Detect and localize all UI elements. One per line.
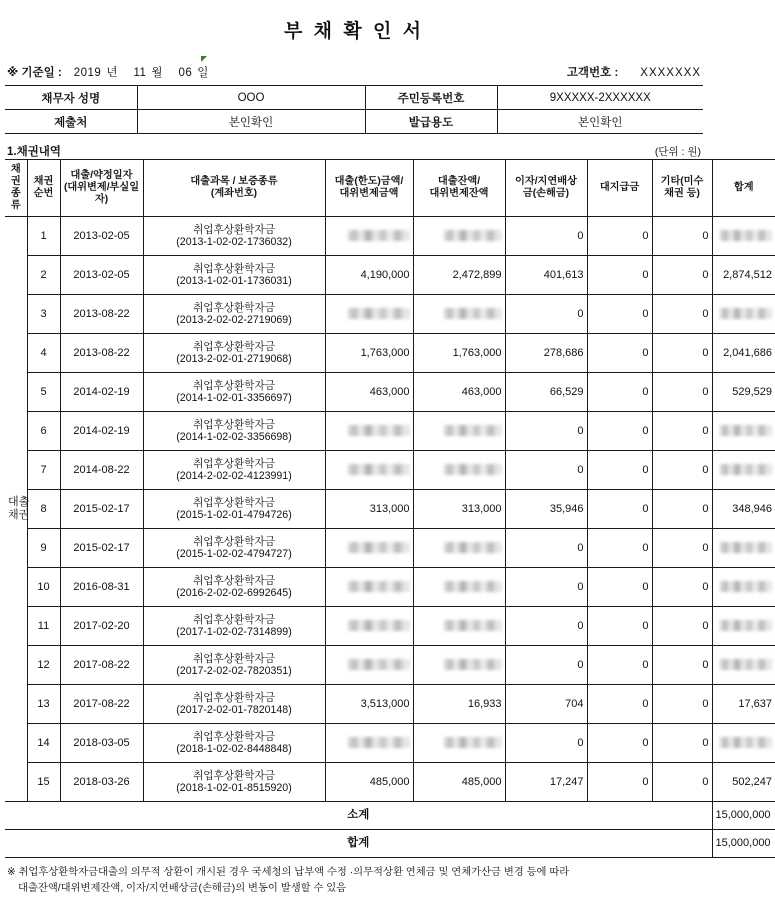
col-header-total: 합계 bbox=[712, 160, 775, 217]
cell-total bbox=[712, 451, 775, 490]
cell-balance: 2,472,899 bbox=[413, 256, 505, 295]
cell-etc: 0 bbox=[652, 373, 712, 412]
cell-etc: 0 bbox=[652, 763, 712, 802]
resident-number-value: 9XXXXX-2XXXXXX bbox=[497, 86, 703, 110]
cell-account bbox=[143, 568, 325, 607]
account-product-name: 취업후상환학자금 bbox=[193, 769, 275, 782]
cell-total bbox=[712, 412, 775, 451]
footnote-line-2: 대출잔액/대위변제잔액, 이자/지연배상금(손해금)의 변동이 발생할 수 있음 bbox=[18, 882, 347, 894]
grandtotal-row bbox=[5, 830, 775, 858]
table-row bbox=[5, 568, 775, 607]
cell-subrogation: 0 bbox=[587, 763, 652, 802]
cell-limit bbox=[325, 568, 413, 607]
account-product-name: 취업후상환학자금 bbox=[193, 379, 275, 392]
account-product-name: 취업후상환학자금 bbox=[193, 613, 275, 626]
cell-account bbox=[143, 412, 325, 451]
cell-claim-seq: 6 bbox=[27, 412, 60, 451]
cell-etc: 0 bbox=[652, 646, 712, 685]
account-number: (2013-1-02-01-1736031) bbox=[176, 275, 292, 287]
cell-loan-date: 2016-08-31 bbox=[60, 568, 143, 607]
account-product-name: 취업후상환학자금 bbox=[193, 652, 275, 665]
cell-limit bbox=[325, 646, 413, 685]
redacted-value bbox=[720, 581, 772, 592]
account-number: (2013-1-02-02-1736032) bbox=[176, 236, 292, 248]
cell-subrogation: 0 bbox=[587, 256, 652, 295]
redacted-value bbox=[348, 620, 410, 631]
cell-claim-seq: 11 bbox=[27, 607, 60, 646]
redacted-value bbox=[444, 308, 502, 319]
table-row bbox=[5, 646, 775, 685]
cell-total: 2,874,512 bbox=[712, 256, 775, 295]
cell-subrogation: 0 bbox=[587, 373, 652, 412]
cell-total bbox=[712, 646, 775, 685]
account-number: (2014-1-02-01-3356697) bbox=[176, 392, 292, 404]
redacted-value bbox=[720, 230, 772, 241]
cell-limit bbox=[325, 412, 413, 451]
table-header-row bbox=[5, 160, 775, 217]
redacted-value bbox=[720, 308, 772, 319]
cell-subrogation: 0 bbox=[587, 295, 652, 334]
cell-loan-date: 2015-02-17 bbox=[60, 529, 143, 568]
cell-account bbox=[143, 256, 325, 295]
cell-limit bbox=[325, 217, 413, 256]
cell-interest: 0 bbox=[505, 724, 587, 763]
account-product-name: 취업후상환학자금 bbox=[193, 340, 275, 353]
cell-account bbox=[143, 334, 325, 373]
cell-total bbox=[712, 724, 775, 763]
cell-total bbox=[712, 217, 775, 256]
cell-limit bbox=[325, 607, 413, 646]
cell-account bbox=[143, 451, 325, 490]
cell-total: 529,529 bbox=[712, 373, 775, 412]
cell-claim-seq: 10 bbox=[27, 568, 60, 607]
cell-balance: 485,000 bbox=[413, 763, 505, 802]
cell-total bbox=[712, 568, 775, 607]
cell-limit: 4,190,000 bbox=[325, 256, 413, 295]
cell-etc: 0 bbox=[652, 529, 712, 568]
cell-interest: 0 bbox=[505, 646, 587, 685]
footnote-line-1: ※ 취업후상환학자금대출의 의무적 상환이 개시된 경우 국세청의 납부액 수정 ·의무적상환 연체금 및 연체가산금 변경 등에 따라 bbox=[7, 867, 570, 878]
cell-interest: 35,946 bbox=[505, 490, 587, 529]
cell-subrogation: 0 bbox=[587, 412, 652, 451]
cell-claim-seq: 1 bbox=[27, 217, 60, 256]
cell-balance: 463,000 bbox=[413, 373, 505, 412]
cell-subrogation: 0 bbox=[587, 451, 652, 490]
cell-account bbox=[143, 685, 325, 724]
redacted-value bbox=[444, 581, 502, 592]
cell-subrogation: 0 bbox=[587, 685, 652, 724]
account-number: (2017-2-02-01-7820148) bbox=[176, 704, 292, 716]
redacted-value bbox=[348, 464, 410, 475]
account-number: (2013-2-02-02-2719069) bbox=[176, 314, 292, 326]
cell-balance bbox=[413, 295, 505, 334]
debtor-name-value: OOO bbox=[137, 86, 365, 110]
redacted-value bbox=[348, 737, 410, 748]
submission-target-value: 본인확인 bbox=[137, 110, 365, 134]
cell-account bbox=[143, 529, 325, 568]
cell-etc: 0 bbox=[652, 607, 712, 646]
account-number: (2017-1-02-02-7314899) bbox=[176, 626, 292, 638]
base-date-year-unit: 년 bbox=[106, 67, 118, 79]
account-number: (2017-2-02-02-7820351) bbox=[176, 665, 292, 677]
cell-subrogation: 0 bbox=[587, 646, 652, 685]
redacted-value bbox=[444, 542, 502, 553]
cell-claim-seq: 5 bbox=[27, 373, 60, 412]
cell-claim-seq: 13 bbox=[27, 685, 60, 724]
cell-subrogation: 0 bbox=[587, 217, 652, 256]
claim-ledger-table bbox=[5, 159, 775, 858]
cell-etc: 0 bbox=[652, 295, 712, 334]
cell-loan-date: 2013-08-22 bbox=[60, 334, 143, 373]
cell-limit bbox=[325, 529, 413, 568]
col-header-limit-amount: 대출(한도)금액/ 대위변제금액 bbox=[325, 160, 413, 217]
cell-interest: 0 bbox=[505, 295, 587, 334]
redacted-value bbox=[444, 464, 502, 475]
claim-ledger-body bbox=[5, 217, 775, 858]
cell-claim-seq: 2 bbox=[27, 256, 60, 295]
account-product-name: 취업후상환학자금 bbox=[193, 730, 275, 743]
cell-etc: 0 bbox=[652, 256, 712, 295]
cell-interest: 704 bbox=[505, 685, 587, 724]
cell-subrogation: 0 bbox=[587, 607, 652, 646]
cell-loan-date: 2017-08-22 bbox=[60, 646, 143, 685]
cell-loan-date: 2013-02-05 bbox=[60, 217, 143, 256]
subtotal-row bbox=[5, 802, 775, 830]
cell-balance bbox=[413, 568, 505, 607]
redacted-value bbox=[720, 620, 772, 631]
grandtotal-label: 합계 bbox=[5, 830, 712, 858]
redacted-value bbox=[720, 659, 772, 670]
redacted-value bbox=[348, 581, 410, 592]
redacted-value bbox=[348, 659, 410, 670]
footnote bbox=[5, 865, 703, 897]
subtotal-label: 소계 bbox=[5, 802, 712, 830]
account-product-name: 취업후상환학자금 bbox=[193, 457, 275, 470]
debtor-info-table bbox=[5, 85, 703, 134]
cell-interest: 0 bbox=[505, 217, 587, 256]
table-row bbox=[5, 763, 775, 802]
account-product-name: 취업후상환학자금 bbox=[193, 418, 275, 431]
cell-subrogation: 0 bbox=[587, 334, 652, 373]
redacted-value bbox=[444, 425, 502, 436]
account-number: (2015-1-02-01-4794726) bbox=[176, 509, 292, 521]
cell-balance bbox=[413, 451, 505, 490]
green-triangle-marker-icon bbox=[201, 56, 207, 62]
subtotal-value: 15,000,000 bbox=[712, 802, 775, 830]
cell-total bbox=[712, 295, 775, 334]
col-header-etc: 기타(미수 채권 등) bbox=[652, 160, 712, 217]
customer-number-group bbox=[567, 64, 701, 80]
col-header-account: 대출과목 / 보증종류 (계좌번호) bbox=[143, 160, 325, 217]
cell-total: 348,946 bbox=[712, 490, 775, 529]
cell-balance bbox=[413, 217, 505, 256]
account-number: (2013-2-02-01-2719068) bbox=[176, 353, 292, 365]
table-row bbox=[5, 373, 775, 412]
cell-etc: 0 bbox=[652, 334, 712, 373]
redacted-value bbox=[720, 464, 772, 475]
table-row bbox=[5, 334, 775, 373]
cell-claim-seq: 12 bbox=[27, 646, 60, 685]
base-date-group bbox=[7, 64, 212, 80]
account-number: (2016-2-02-02-6992645) bbox=[176, 587, 292, 599]
cell-subrogation: 0 bbox=[587, 529, 652, 568]
cell-balance bbox=[413, 646, 505, 685]
account-product-name: 취업후상환학자금 bbox=[193, 301, 275, 314]
col-header-claim-seq: 채권 순번 bbox=[27, 160, 60, 217]
account-number: (2014-2-02-02-4123991) bbox=[176, 470, 292, 482]
grandtotal-value: 15,000,000 bbox=[712, 830, 775, 858]
cell-claim-seq: 15 bbox=[27, 763, 60, 802]
cell-loan-date: 2013-02-05 bbox=[60, 256, 143, 295]
cell-etc: 0 bbox=[652, 490, 712, 529]
resident-number-label: 주민등록번호 bbox=[365, 86, 497, 110]
cell-subrogation: 0 bbox=[587, 724, 652, 763]
cell-balance: 16,933 bbox=[413, 685, 505, 724]
col-header-balance: 대출잔액/ 대위변제잔액 bbox=[413, 160, 505, 217]
col-header-interest: 이자/지연배상 금(손해금) bbox=[505, 160, 587, 217]
cell-limit: 3,513,000 bbox=[325, 685, 413, 724]
cell-balance bbox=[413, 724, 505, 763]
cell-account bbox=[143, 295, 325, 334]
redacted-value bbox=[720, 425, 772, 436]
table-row bbox=[5, 451, 775, 490]
account-number: (2014-1-02-02-3356698) bbox=[176, 431, 292, 443]
cell-balance: 1,763,000 bbox=[413, 334, 505, 373]
cell-loan-date: 2018-03-05 bbox=[60, 724, 143, 763]
cell-claim-kind bbox=[5, 217, 30, 802]
issue-purpose-value: 본인확인 bbox=[497, 110, 703, 134]
cell-limit: 463,000 bbox=[325, 373, 413, 412]
redacted-value bbox=[348, 308, 410, 319]
cell-loan-date: 2014-02-19 bbox=[60, 412, 143, 451]
cell-balance: 313,000 bbox=[413, 490, 505, 529]
page-title: 부 채 확 인 서 bbox=[284, 21, 424, 42]
cell-subrogation: 0 bbox=[587, 490, 652, 529]
table-row bbox=[5, 607, 775, 646]
table-row bbox=[5, 724, 775, 763]
cell-interest: 66,529 bbox=[505, 373, 587, 412]
section-heading-row bbox=[5, 143, 703, 159]
redacted-value bbox=[444, 620, 502, 631]
unit-note: (단위 : 원) bbox=[654, 146, 701, 158]
cell-etc: 0 bbox=[652, 685, 712, 724]
account-product-name: 취업후상환학자금 bbox=[193, 574, 275, 587]
table-row bbox=[5, 256, 775, 295]
debtor-name-label: 채무자 성명 bbox=[5, 86, 137, 110]
cell-interest: 0 bbox=[505, 451, 587, 490]
col-header-subrogation: 대지급금 bbox=[587, 160, 652, 217]
cell-claim-seq: 7 bbox=[27, 451, 60, 490]
cell-etc: 0 bbox=[652, 724, 712, 763]
cell-claim-seq: 8 bbox=[27, 490, 60, 529]
cell-account bbox=[143, 607, 325, 646]
base-date-year: 2019 bbox=[73, 67, 102, 79]
cell-claim-seq: 14 bbox=[27, 724, 60, 763]
base-date-month-unit: 월 bbox=[151, 67, 163, 79]
cell-limit bbox=[325, 451, 413, 490]
cell-etc: 0 bbox=[652, 451, 712, 490]
table-row bbox=[5, 110, 703, 134]
claim-kind-line-1: 대출 bbox=[8, 496, 30, 509]
cell-account bbox=[143, 646, 325, 685]
cell-interest: 401,613 bbox=[505, 256, 587, 295]
cell-total bbox=[712, 607, 775, 646]
cell-etc: 0 bbox=[652, 217, 712, 256]
table-row bbox=[5, 217, 775, 256]
cell-loan-date: 2015-02-17 bbox=[60, 490, 143, 529]
cell-limit bbox=[325, 295, 413, 334]
account-number: (2015-1-02-02-4794727) bbox=[176, 548, 292, 560]
cell-limit: 1,763,000 bbox=[325, 334, 413, 373]
cell-limit bbox=[325, 724, 413, 763]
claim-kind-line-2: 채권 bbox=[8, 509, 30, 521]
cell-claim-seq: 3 bbox=[27, 295, 60, 334]
redacted-value bbox=[348, 230, 410, 241]
table-row bbox=[5, 295, 775, 334]
issue-purpose-label: 발급용도 bbox=[365, 110, 497, 134]
cell-balance bbox=[413, 529, 505, 568]
account-product-name: 취업후상환학자금 bbox=[193, 262, 275, 275]
cell-etc: 0 bbox=[652, 568, 712, 607]
cell-limit: 313,000 bbox=[325, 490, 413, 529]
cell-account bbox=[143, 217, 325, 256]
redacted-value bbox=[720, 737, 772, 748]
redacted-value bbox=[444, 659, 502, 670]
account-product-name: 취업후상환학자금 bbox=[193, 223, 275, 236]
cell-loan-date: 2018-03-26 bbox=[60, 763, 143, 802]
cell-loan-date: 2014-08-22 bbox=[60, 451, 143, 490]
account-product-name: 취업후상환학자금 bbox=[193, 535, 275, 548]
redacted-value bbox=[348, 542, 410, 553]
base-date-day-unit: 일 bbox=[197, 67, 209, 79]
cell-subrogation: 0 bbox=[587, 568, 652, 607]
col-header-loan-date: 대출/약정일자 (대위변제/부실일 자) bbox=[60, 160, 143, 217]
cell-balance bbox=[413, 412, 505, 451]
base-date-label: ※ 기준일 : bbox=[7, 67, 62, 79]
base-date-month: 11 bbox=[133, 67, 147, 79]
account-product-name: 취업후상환학자금 bbox=[193, 496, 275, 509]
meta-line bbox=[5, 59, 703, 85]
cell-interest: 0 bbox=[505, 412, 587, 451]
cell-claim-seq: 9 bbox=[27, 529, 60, 568]
cell-total bbox=[712, 529, 775, 568]
table-row bbox=[5, 412, 775, 451]
cell-limit: 485,000 bbox=[325, 763, 413, 802]
cell-interest: 0 bbox=[505, 529, 587, 568]
cell-account bbox=[143, 373, 325, 412]
redacted-value bbox=[720, 542, 772, 553]
cell-account bbox=[143, 763, 325, 802]
cell-loan-date: 2017-02-20 bbox=[60, 607, 143, 646]
table-row bbox=[5, 685, 775, 724]
account-number: (2018-1-02-01-8515920) bbox=[176, 782, 292, 794]
cell-loan-date: 2013-08-22 bbox=[60, 295, 143, 334]
account-number: (2018-1-02-02-8448848) bbox=[176, 743, 292, 755]
redacted-value bbox=[444, 230, 502, 241]
cell-total: 17,637 bbox=[712, 685, 775, 724]
cell-account bbox=[143, 724, 325, 763]
customer-number-label: 고객번호 : bbox=[566, 67, 619, 79]
cell-total: 502,247 bbox=[712, 763, 775, 802]
base-date-day: 06 bbox=[178, 67, 193, 79]
cell-interest: 278,686 bbox=[505, 334, 587, 373]
cell-claim-seq: 4 bbox=[27, 334, 60, 373]
account-product-name: 취업후상환학자금 bbox=[193, 691, 275, 704]
table-row bbox=[5, 490, 775, 529]
redacted-value bbox=[444, 737, 502, 748]
customer-number-value: XXXXXXX bbox=[640, 67, 701, 79]
submission-target-label: 제출처 bbox=[5, 110, 137, 134]
cell-interest: 0 bbox=[505, 568, 587, 607]
cell-total: 2,041,686 bbox=[712, 334, 775, 373]
cell-interest: 0 bbox=[505, 607, 587, 646]
cell-balance bbox=[413, 607, 505, 646]
cell-loan-date: 2017-08-22 bbox=[60, 685, 143, 724]
section-title: 1.채권내역 bbox=[7, 146, 62, 158]
redacted-value bbox=[348, 425, 410, 436]
cell-etc: 0 bbox=[652, 412, 712, 451]
col-header-claim-kind: 채권 종류 bbox=[5, 160, 27, 217]
cell-loan-date: 2014-02-19 bbox=[60, 373, 143, 412]
cell-account bbox=[143, 490, 325, 529]
cell-interest: 17,247 bbox=[505, 763, 587, 802]
table-row bbox=[5, 529, 775, 568]
table-row bbox=[5, 86, 703, 110]
